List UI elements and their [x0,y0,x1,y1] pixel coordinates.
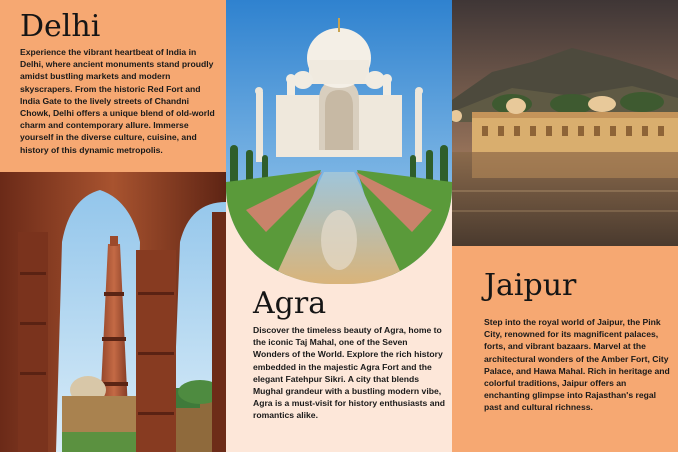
delhi-title: Delhi [20,9,101,44]
taj-mahal-photo [226,0,452,284]
jaipur-title: Jaipur [484,268,577,303]
qutub-minar-photo [0,172,226,452]
jaipur-description: Step into the royal world of Jaipur, the Pink City, renowned for its magnificent palaces, forts, and vibrant bazaars. Marvel at the architectural wonders of the Amber Fort, City Palace, and Hawa Mahal. Rich in heritage and colorful traditions, Jaipur offers an enchanting glimpse into Rajasthan's regal past and cultural richness. [484,317,670,413]
agra-title: Agra [253,286,327,321]
jal-mahal-photo [452,0,678,246]
agra-description: Discover the timeless beauty of Agra, home to the iconic Taj Mahal, one of the Seven Wonders of the World. Explore the rich history embedded in the majestic Agra Fort and the elegant Fatehpur Sikri. A city that blends Mughal grandeur with a bustling modern vibe, Agra is a must-visit for history enthusiasts and romantics alike. [253,325,445,421]
delhi-description: Experience the vibrant heartbeat of India in Delhi, where ancient monuments stand proudly amidst bustling markets and modern skyscrapers. From the historic Red Fort and India Gate to the lively streets of Chandni Chowk, Delhi offers a unique blend of old-world charm and contemporary allure. Immerse yourself in the diverse culture, cuisine, and history of this dynamic metropolis. [20,47,215,155]
